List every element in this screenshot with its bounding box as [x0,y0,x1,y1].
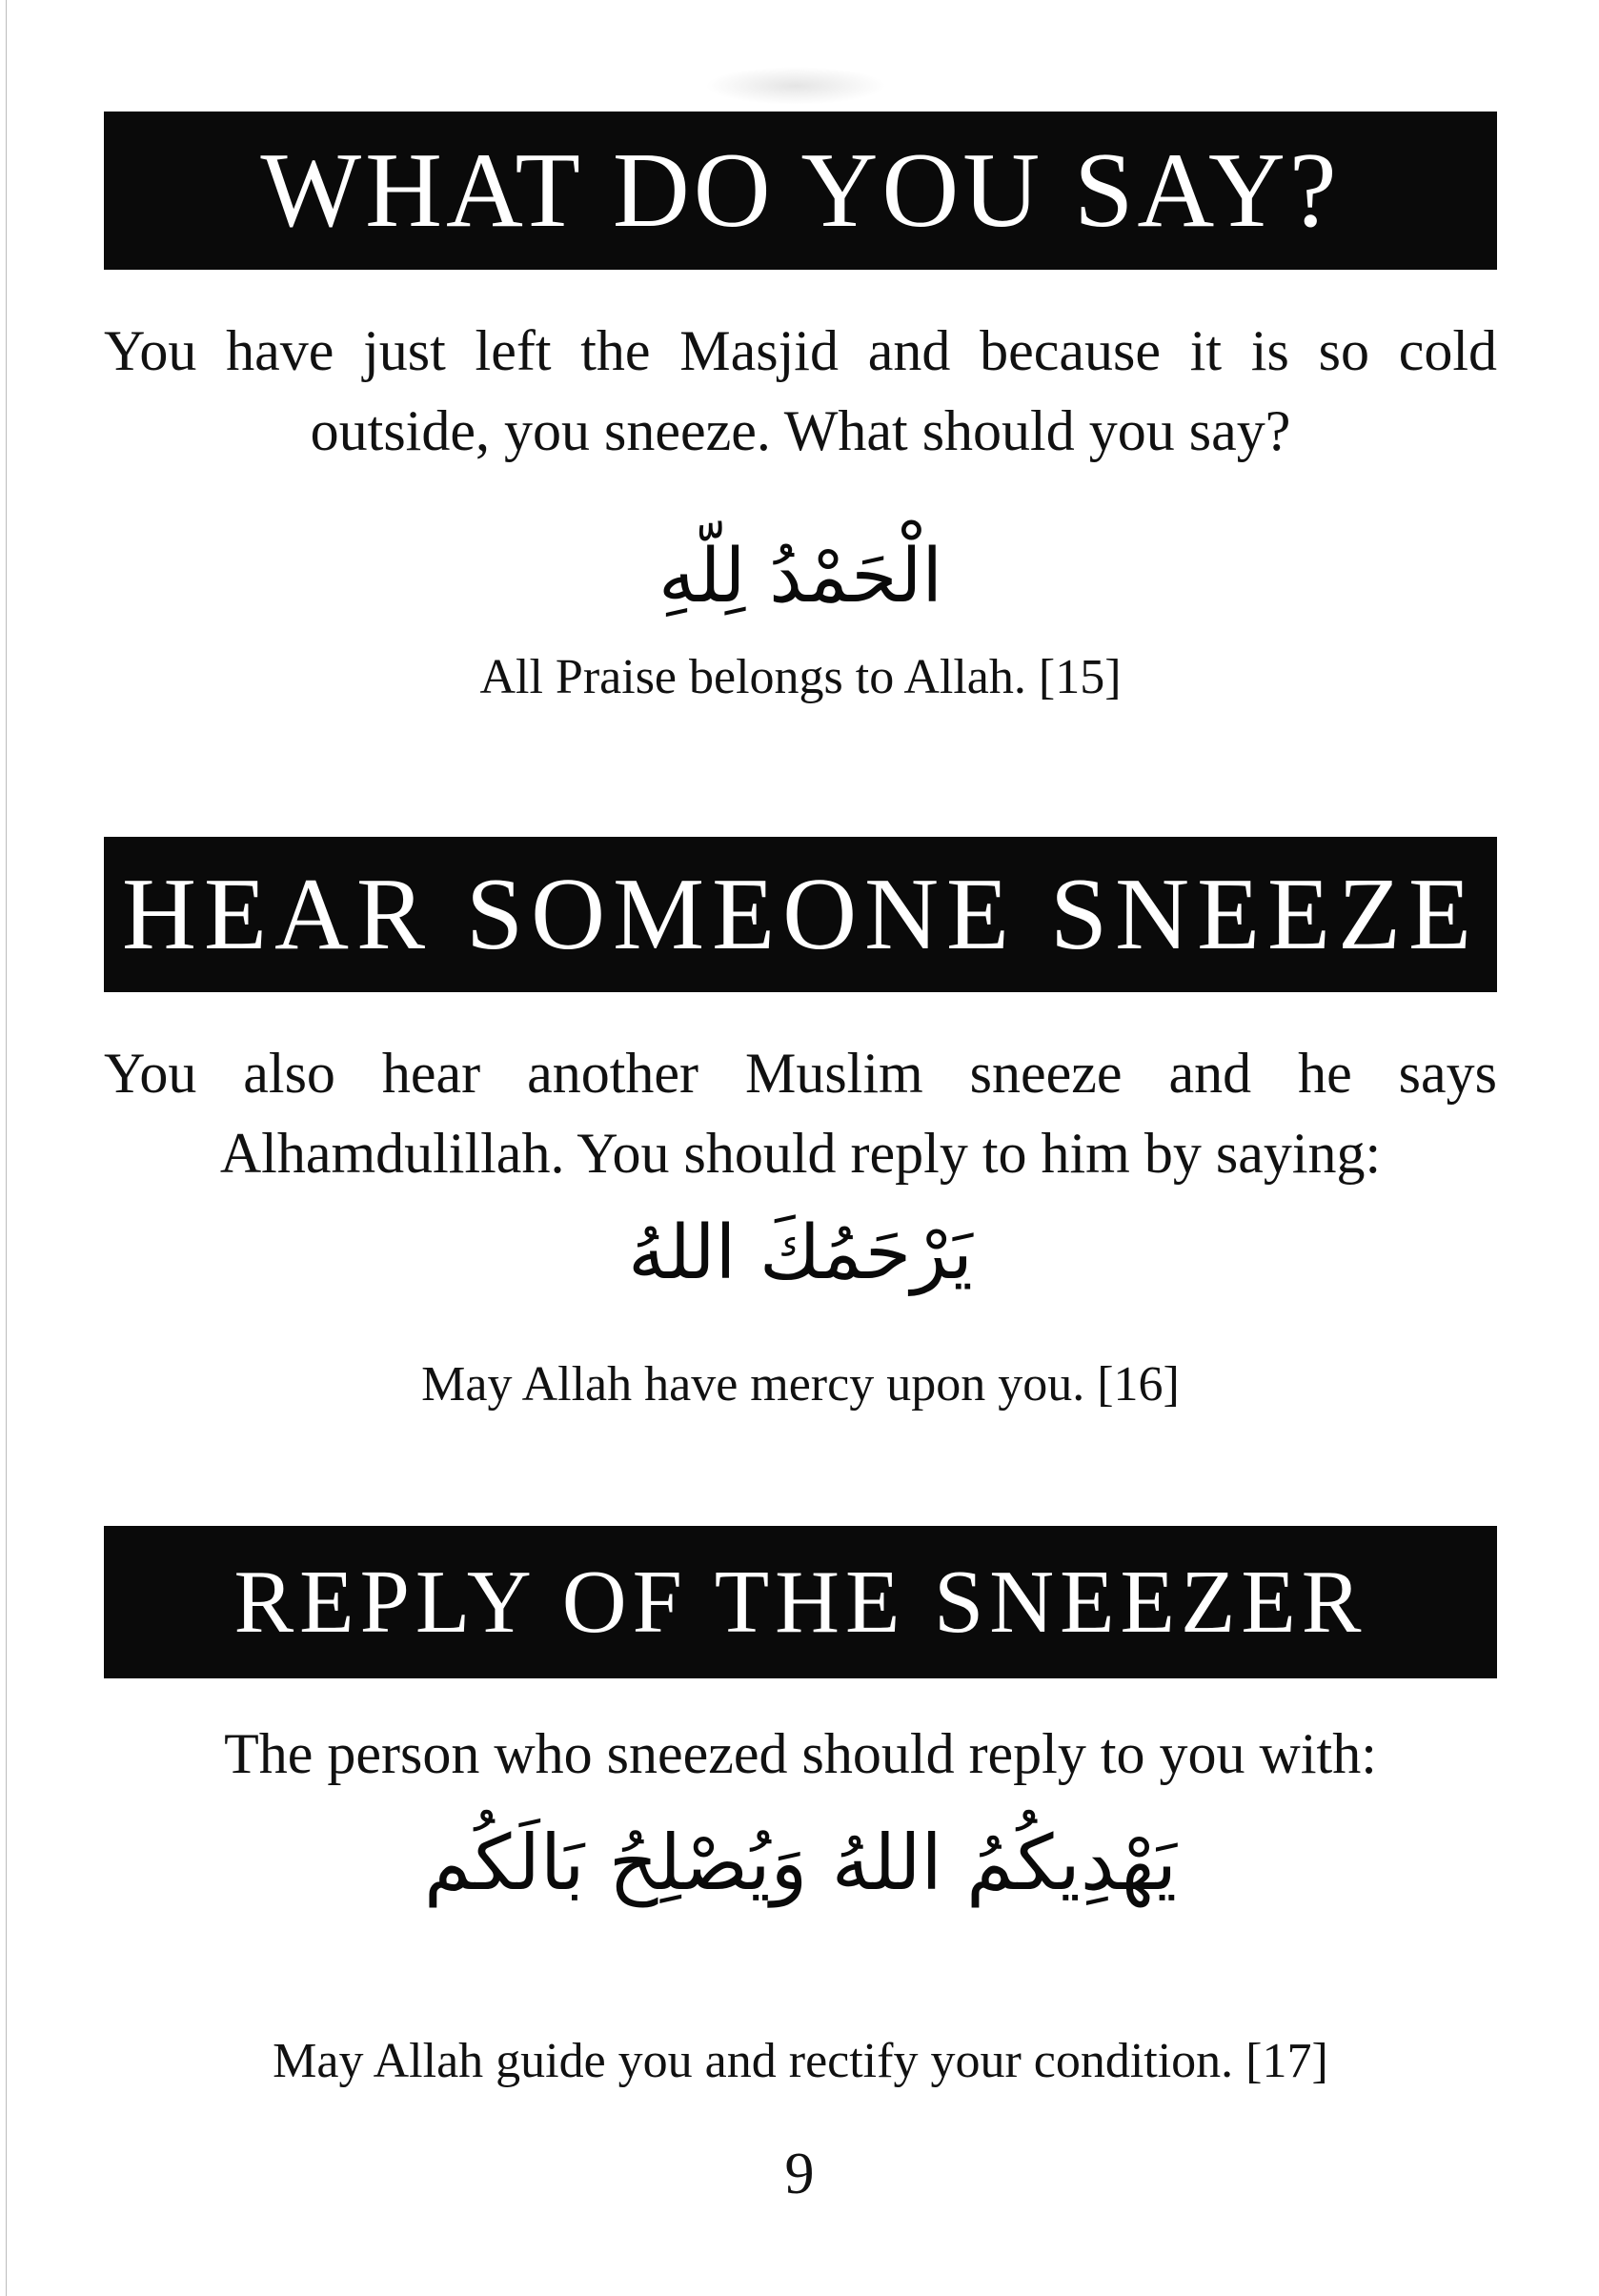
arabic-supplication: الْحَمْدُ لِلّهِ [658,534,943,620]
section-heading-hear-someone-sneeze [104,837,1497,992]
scan-smudge [705,67,886,105]
section-heading-reply-of-the-sneezer [104,1526,1497,1678]
heading-text: HEAR SOMEONE SNEEZE [122,857,1479,971]
section-body-text: You also hear another Muslim sneeze and he says Alhamdulillah. You should reply to him by saying: [104,1042,1497,1185]
section-body-text: You have just left the Masjid and because it is so cold outside, you sneeze. What should you say? [104,319,1497,462]
page-number: 9 [784,2142,815,2206]
section-heading-what-do-you-say [104,112,1497,270]
arabic-supplication: يَهْدِيكُمُ اللهُ وَيُصْلِحُ بَالَكُم [424,1819,1177,1907]
arabic-supplication: يَرْحَمُكَ اللهُ [628,1210,973,1296]
translation-text: All Praise belongs to Allah. [15] [479,650,1122,704]
heading-text: REPLY OF THE SNEEZER [233,1553,1367,1652]
page-edge-line [6,0,7,2296]
translation-text: May Allah have mercy upon you. [16] [421,1357,1180,1412]
translation-text: May Allah guide you and rectify your condition. [17] [273,2034,1328,2088]
section-body-text: The person who sneezed should reply to you with: [224,1722,1377,1785]
heading-text: WHAT DO YOU SAY? [260,131,1341,250]
